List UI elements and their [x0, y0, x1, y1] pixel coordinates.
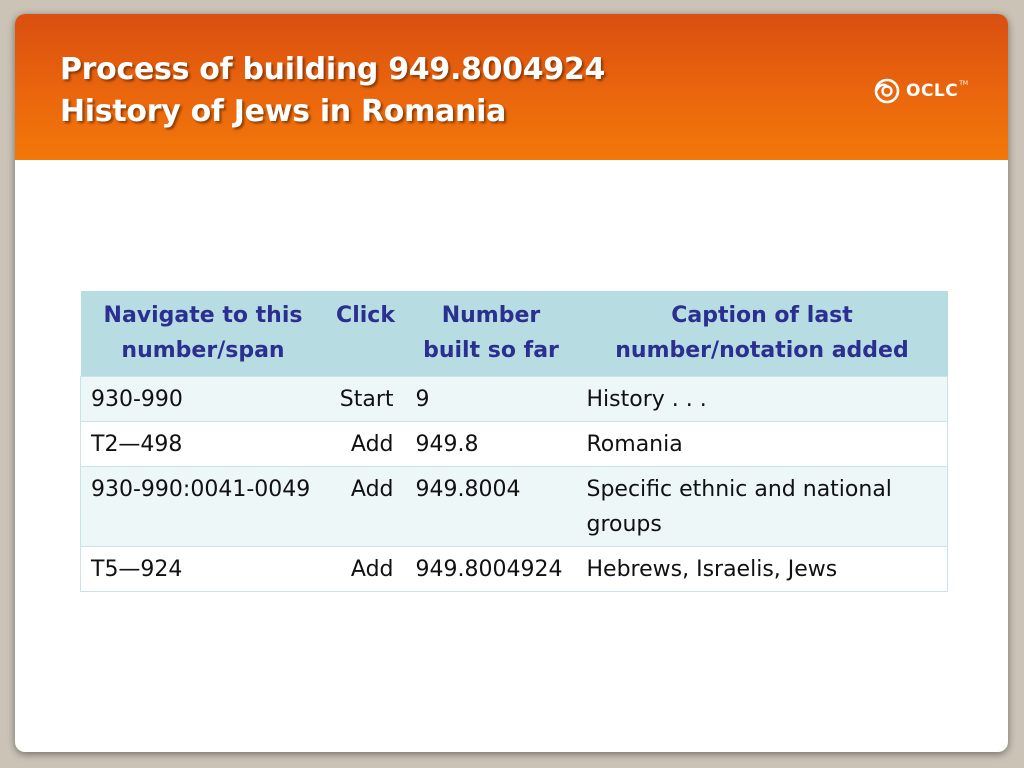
- column-header-navigate: Navigate to this number/span: [81, 291, 326, 377]
- table-row: [81, 547, 948, 592]
- logo-trademark: TM: [959, 80, 969, 87]
- oclc-logo: [872, 74, 968, 108]
- slide-header: [15, 14, 1008, 160]
- cell-caption: Romania: [577, 422, 948, 467]
- cell-click: Add: [326, 547, 406, 592]
- cell-number: 949.8004924: [406, 547, 577, 592]
- cell-click: Add: [326, 467, 406, 547]
- table-row: [81, 467, 948, 547]
- cell-caption: Specific ethnic and national groups: [577, 467, 948, 547]
- logo-text: OCLC: [906, 81, 959, 101]
- oclc-logo-icon: [872, 76, 902, 106]
- number-building-table: [80, 291, 947, 592]
- cell-click: Start: [326, 377, 406, 422]
- cell-navigate: 930-990:0041-0049: [81, 467, 326, 547]
- title-line-2: History of Jews in Romania: [60, 94, 507, 129]
- cell-number: 9: [406, 377, 577, 422]
- table-row: [81, 377, 948, 422]
- table-header-row: [81, 291, 948, 377]
- column-header-caption: Caption of last number/notation added: [577, 291, 948, 377]
- cell-number: 949.8004: [406, 467, 577, 547]
- cell-number: 949.8: [406, 422, 577, 467]
- cell-caption: History . . .: [577, 377, 948, 422]
- cell-caption: Hebrews, Israelis, Jews: [577, 547, 948, 592]
- table-row: [81, 422, 948, 467]
- slide-title: [60, 49, 605, 133]
- column-header-click: Click: [326, 291, 406, 377]
- cell-click: Add: [326, 422, 406, 467]
- cell-navigate: T2—498: [81, 422, 326, 467]
- slide: [15, 14, 1008, 752]
- column-header-number: Number built so far: [406, 291, 577, 377]
- cell-navigate: T5—924: [81, 547, 326, 592]
- title-line-1: Process of building 949.8004924: [60, 52, 606, 87]
- cell-navigate: 930-990: [81, 377, 326, 422]
